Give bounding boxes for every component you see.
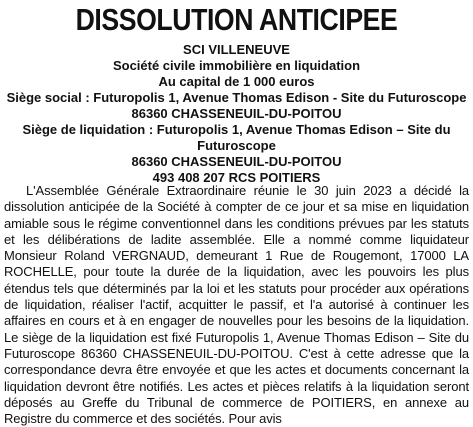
rcs-number: 493 408 207 RCS POITIERS xyxy=(152,170,321,185)
company-header xyxy=(0,42,473,186)
registered-office: Siège social : Futuropolis 1, Avenue Thomas Edison - Site du Futuroscope xyxy=(6,90,467,105)
notice-title: DISSOLUTION ANTICIPEE xyxy=(75,2,398,37)
notice-body: L'Assemblée Générale Extraordinaire réunie le 30 juin 2023 a décidé la dissolution anticipée de la Société à compter de ce jour et sa mise en liquidation amiable sous le régime conventionnel dans les conditions prévues par les statuts et les délibérations de ladite assemblée. Elle a nommé comme liquidateur Monsieur Roland VERGNAUD, demeurant 1 Rue de Rougemont, 17000 LA ROCHELLE, pour toute la durée de la liquidation, avec les pouvoirs les plus étendus tels que déterminés par la loi et les statuts pour procéder aux opérations de liquidation, réaliser l'actif, acquitter le passif, et l'a autorisé à continuer les affaires en cours et à en engager de nouvelles pour les besoins de la liquidation. Le siège de la liquidation est fixé Futuropolis 1, Avenue Thomas Edison – Site du Futuroscope 86360 CHASSENEUIL-DU-POITOU. C'est à cette adresse que la correspondance devra être envoyée et que les actes et documents concernant la liquidation devront être notifiés. Les actes et pièces relatifs à la liquidation seront déposés au Greffe du Tribunal de commerce de POITIERS, en annexe au Registre du commerce et des sociétés. Pour avis xyxy=(4,183,469,427)
registered-office-city: 86360 CHASSENEUIL-DU-POITOU xyxy=(131,106,342,121)
liquidation-office-cont: Futuroscope xyxy=(197,138,276,153)
liquidation-office-city: 86360 CHASSENEUIL-DU-POITOU xyxy=(131,154,342,169)
company-name: SCI VILLENEUVE xyxy=(183,42,290,57)
company-form: Société civile immobilière en liquidation xyxy=(112,58,361,73)
liquidation-office: Siège de liquidation : Futuropolis 1, Avenue Thomas Edison – Site du xyxy=(22,122,451,137)
company-capital: Au capital de 1 000 euros xyxy=(158,74,315,89)
